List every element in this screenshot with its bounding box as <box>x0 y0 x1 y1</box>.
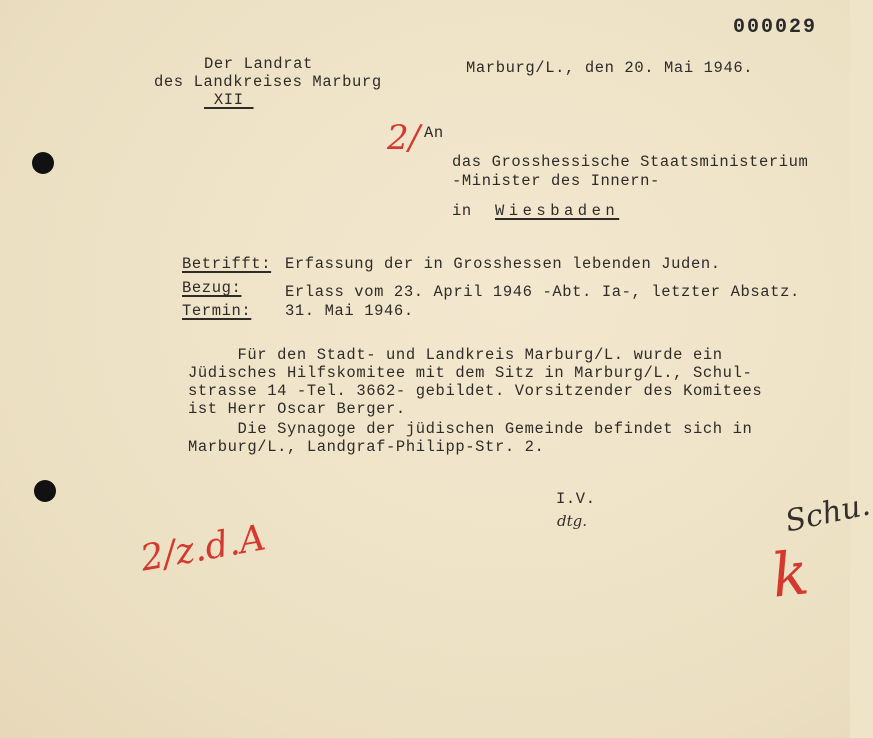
recipient-line-2: -Minister des Innern- <box>452 172 660 190</box>
subject-value: Erfassung der in Grosshessen lebenden Juden. <box>285 255 721 273</box>
handwritten-note-zda: 2/z.d.A <box>137 517 269 580</box>
body-line-2: Jüdisches Hilfskomitee mit dem Sitz in Marburg/L., Schul- <box>188 364 753 382</box>
deadline-label: Termin: <box>182 302 252 320</box>
recipient-line-1: das Grosshessische Staatsministerium <box>452 153 809 171</box>
punch-hole-bottom <box>34 480 56 502</box>
body-line-6: Marburg/L., Landgraf-Philipp-Str. 2. <box>188 438 545 456</box>
body-line-4: ist Herr Oscar Berger. <box>188 400 406 418</box>
subject-label: Betrifft: <box>182 255 272 273</box>
recipient-an: An <box>424 124 444 142</box>
body-line-3: strasse 14 -Tel. 3662- gebildet. Vorsitzender des Komitees <box>188 382 763 400</box>
body-line-5: Die Synagoge der jüdischen Gemeinde befindet sich in <box>188 420 753 438</box>
reference-value: Erlass vom 23. April 1946 -Abt. Ia-, letzter Absatz. <box>285 283 800 301</box>
signature-iv: I.V. <box>556 490 596 508</box>
reference-label: Bezug: <box>182 279 242 297</box>
signature-initials: dtg. <box>557 512 587 530</box>
handwritten-signature: Schu. <box>782 487 873 540</box>
sender-line-2: des Landkreises Marburg <box>154 73 382 91</box>
sender-line-1: Der Landrat <box>204 55 313 73</box>
document-number: 000029 <box>733 16 818 39</box>
punch-hole-top <box>32 152 54 174</box>
handwritten-mark-top: 2/ <box>387 118 421 158</box>
place-date: Marburg/L., den 20. Mai 1946. <box>466 59 754 77</box>
body-line-1: Für den Stadt- und Landkreis Marburg/L. wurde ein <box>188 346 723 364</box>
recipient-city: Wiesbaden <box>495 202 620 220</box>
handwritten-k-mark: k <box>768 538 812 612</box>
sender-reference: XII <box>204 91 254 109</box>
deadline-value: 31. Mai 1946. <box>285 302 414 320</box>
recipient-in: in <box>452 202 472 220</box>
